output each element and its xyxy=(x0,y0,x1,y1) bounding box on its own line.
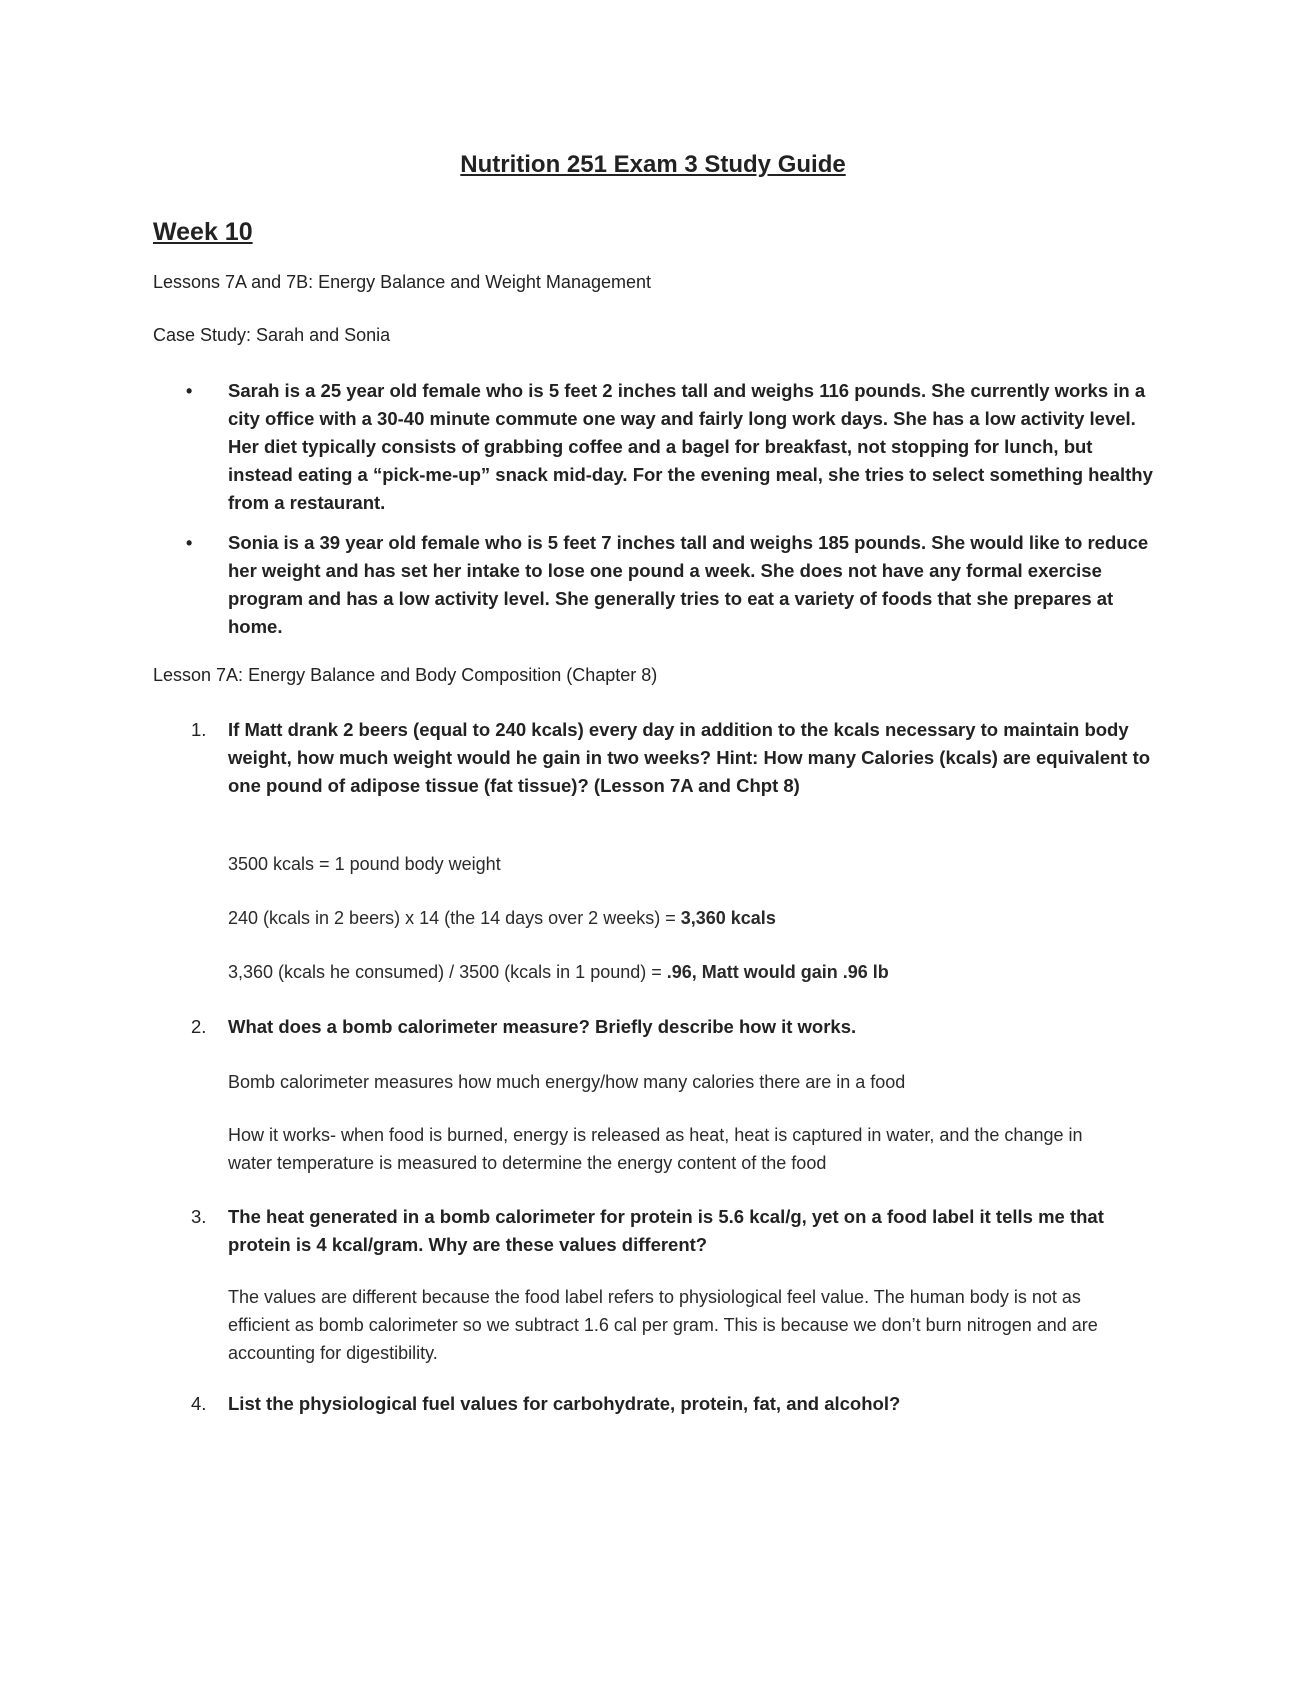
question-text: If Matt drank 2 beers (equal to 240 kcals) every day in addition to the kcals necessary to maintain body weight, how much weight would he gain in two weeks? Hint: How many Calories (kcals) are equivalent to one pound of adipose tissue (fat tissue)? (Lesson 7A and Chpt 8) xyxy=(228,719,1151,796)
bullet-text: Sonia is a 39 year old female who is 5 feet 7 inches tall and weighs 185 pounds. She would like to reduce her weight and has set her intake to lose one pound a week. She does not have any formal exercise program and has a low activity level. She generally tries to eat a variety of foods that she prepares at home. xyxy=(228,532,1149,637)
answer-result: .96, Matt would gain .96 lb xyxy=(666,962,889,982)
lesson-7a-heading: Lesson 7A: Energy Balance and Body Composition (Chapter 8) xyxy=(153,665,658,685)
question-4 xyxy=(153,1390,1153,1418)
question-3 xyxy=(153,1203,1153,1259)
question-number: 3. xyxy=(191,1206,207,1227)
question-1 xyxy=(153,716,1153,800)
answer-q1-line3 xyxy=(228,958,1108,986)
answer-text: 3,360 (kcals he consumed) / 3500 (kcals in 1 pound) = xyxy=(228,962,667,982)
bullet-icon: • xyxy=(186,533,193,553)
answer-q1-line2 xyxy=(228,904,1108,932)
case-study-bullets xyxy=(153,377,1153,517)
bullet-text: Sarah is a 25 year old female who is 5 feet 2 inches tall and weighs 116 pounds. She currently works in a city office with a 30-40 minute commute one way and fairly long work days. She has a low activity level. Her diet typically consists of grabbing coffee and a bagel for breakfast, not stopping for lunch, but instead eating a “pick-me-up” snack mid-day. For the evening meal, she tries to select something healthy from a restaurant. xyxy=(228,380,1153,513)
week-heading: Week 10 xyxy=(153,218,253,246)
bullet-item-sarah xyxy=(153,377,1153,517)
question-text: The heat generated in a bomb calorimeter for protein is 5.6 kcal/g, yet on a food label it tells me that protein is 4 kcal/gram. Why are these values different? xyxy=(228,1206,1104,1255)
case-study-bullets-2 xyxy=(153,529,1153,641)
document-title: Nutrition 251 Exam 3 Study Guide xyxy=(460,151,846,178)
lessons-heading: Lessons 7A and 7B: Energy Balance and Weight Management xyxy=(153,272,651,292)
answer-text: 240 (kcals in 2 beers) x 14 (the 14 days over 2 weeks) = xyxy=(228,908,681,928)
question-2 xyxy=(153,1013,1153,1041)
answer-q1-line1: 3500 kcals = 1 pound body weight xyxy=(228,854,501,874)
bullet-item-sonia xyxy=(153,529,1153,641)
answer-q2-line2: How it works- when food is burned, energy is released as heat, heat is captured in water, and the change in water temperature is measured to determine the energy content of the food xyxy=(228,1125,1083,1173)
answer-q2-line1: Bomb calorimeter measures how much energy/how many calories there are in a food xyxy=(228,1072,906,1092)
case-study-heading: Case Study: Sarah and Sonia xyxy=(153,325,391,345)
question-text: List the physiological fuel values for carbohydrate, protein, fat, and alcohol? xyxy=(228,1393,901,1414)
question-number: 4. xyxy=(191,1393,207,1414)
question-number: 2. xyxy=(191,1016,207,1037)
question-number: 1. xyxy=(191,719,207,740)
answer-q3-line1: The values are different because the food label refers to physiological feel value. The human body is not as efficient as bomb calorimeter so we subtract 1.6 cal per gram. This is because we don’t burn nitrogen and are accounting for digestibility. xyxy=(228,1287,1098,1363)
bullet-icon: • xyxy=(186,381,193,401)
answer-result: 3,360 kcals xyxy=(680,908,776,928)
question-text: What does a bomb calorimeter measure? Briefly describe how it works. xyxy=(228,1016,857,1037)
